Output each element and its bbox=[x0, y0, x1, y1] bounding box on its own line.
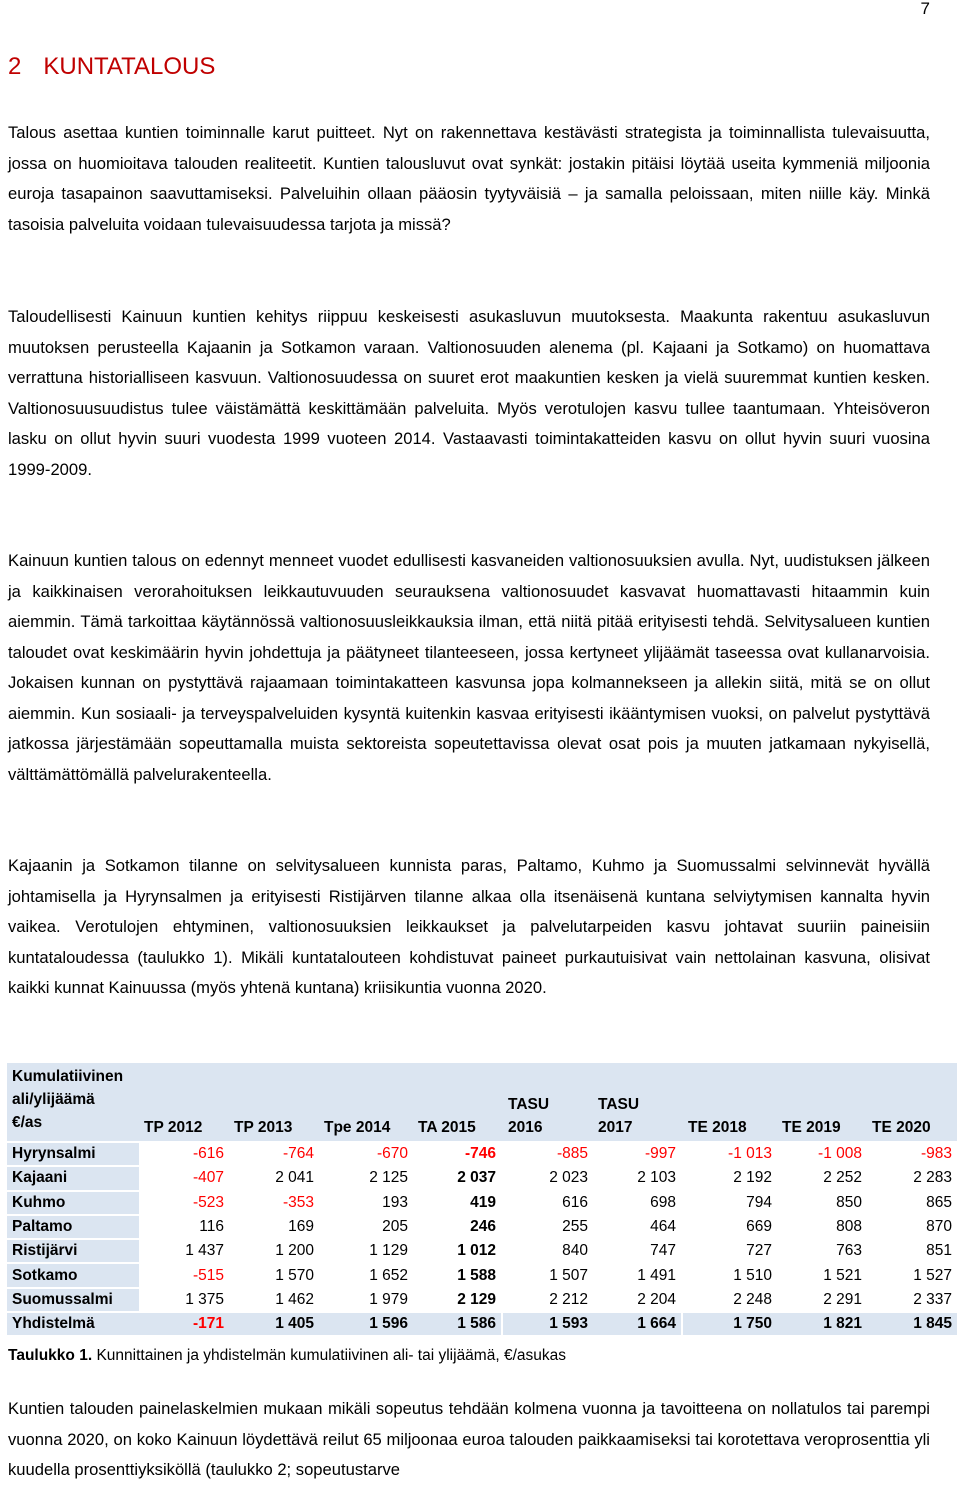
table-cell: 840 bbox=[503, 1240, 593, 1264]
municipality-name: Yhdistelmä bbox=[7, 1313, 139, 1337]
table-row bbox=[7, 1216, 957, 1240]
table-cell: 2 212 bbox=[503, 1289, 593, 1313]
table-cell: -1 013 bbox=[683, 1143, 777, 1167]
column-header-line2: 2017 bbox=[598, 1119, 633, 1136]
column-header-line2: TE 2020 bbox=[872, 1119, 931, 1136]
table-cell: 1 527 bbox=[867, 1264, 957, 1288]
column-header-line2: Tpe 2014 bbox=[324, 1119, 391, 1136]
section-number: 2 bbox=[8, 53, 22, 80]
column-header bbox=[777, 1063, 867, 1143]
corner-line: Kumulatiivinen bbox=[12, 1068, 124, 1085]
table-cell: 1 652 bbox=[319, 1264, 413, 1288]
table-cell: 2 252 bbox=[777, 1167, 867, 1191]
column-header-line1: TASU bbox=[508, 1096, 550, 1113]
table-cell: 1 586 bbox=[413, 1313, 503, 1337]
table-cell: 2 125 bbox=[319, 1167, 413, 1191]
paragraph-intro: Talous asettaa kuntien toiminnalle karut puitteet. Nyt on rakennettava kestävästi strategista ja toiminnallista tulevaisuutta, jossa on huomioitava talouden realiteetit. Kuntien talousluvut ovat synkät: jostakin pitäisi löytää useita kymmeniä miljoonia euroja tasapainon saavuttamiseksi. Palveluihin ollaan pääosin tyytyväisiä – ja samalla peloissaan, miten niille käy. Minkä tasoisia palveluita voidaan tulevaisuudessa tarjota ja missä? bbox=[8, 123, 930, 234]
table-cell: 2 283 bbox=[867, 1167, 957, 1191]
table-row bbox=[7, 1192, 957, 1216]
table-row bbox=[7, 1264, 957, 1288]
section-heading bbox=[8, 51, 215, 83]
table-header-row bbox=[7, 1063, 957, 1143]
table-cell: 1 375 bbox=[139, 1289, 229, 1313]
municipality-name: Suomussalmi bbox=[7, 1289, 139, 1313]
table-caption bbox=[8, 1346, 566, 1366]
table-row bbox=[7, 1313, 957, 1337]
table-cell: -885 bbox=[503, 1143, 593, 1167]
table-cell: 246 bbox=[413, 1216, 503, 1240]
table-cell: -515 bbox=[139, 1264, 229, 1288]
table-row bbox=[7, 1167, 957, 1191]
column-header-line1: TASU bbox=[598, 1096, 640, 1113]
table-cell: 865 bbox=[867, 1192, 957, 1216]
column-header-line1 bbox=[688, 1093, 772, 1116]
table-cell: -1 008 bbox=[777, 1143, 867, 1167]
table-cell: 794 bbox=[683, 1192, 777, 1216]
column-header-line1 bbox=[324, 1093, 408, 1116]
table-cell: 1 012 bbox=[413, 1240, 503, 1264]
section-title: KUNTATALOUS bbox=[43, 53, 216, 80]
table-body bbox=[7, 1143, 957, 1337]
corner-line: ali/ylijäämä bbox=[12, 1091, 95, 1108]
table-cell: 763 bbox=[777, 1240, 867, 1264]
table-cell: -616 bbox=[139, 1143, 229, 1167]
table-cell: 1 521 bbox=[777, 1264, 867, 1288]
table-cell: -523 bbox=[139, 1192, 229, 1216]
table-cell: 1 593 bbox=[503, 1313, 593, 1337]
table-row bbox=[7, 1240, 957, 1264]
table-cell: 747 bbox=[593, 1240, 683, 1264]
column-header-line2: TP 2012 bbox=[144, 1119, 203, 1136]
column-header bbox=[139, 1063, 229, 1143]
table-cell: 1 750 bbox=[683, 1313, 777, 1337]
column-header-line2: TE 2019 bbox=[782, 1119, 841, 1136]
table-cell: 2 248 bbox=[683, 1289, 777, 1313]
municipality-name: Paltamo bbox=[7, 1216, 139, 1240]
table-cell: 1 596 bbox=[319, 1313, 413, 1337]
table-cell: 1 664 bbox=[593, 1313, 683, 1337]
table-cell: 698 bbox=[593, 1192, 683, 1216]
table-cell: 1 821 bbox=[777, 1313, 867, 1337]
table-cell: 1 491 bbox=[593, 1264, 683, 1288]
table-cell: 1 588 bbox=[413, 1264, 503, 1288]
table-cell: 1 437 bbox=[139, 1240, 229, 1264]
table-cell: 616 bbox=[503, 1192, 593, 1216]
table-cell: 851 bbox=[867, 1240, 957, 1264]
column-header-line1 bbox=[418, 1093, 498, 1116]
table-cell: -353 bbox=[229, 1192, 319, 1216]
municipality-name: Hyrynsalmi bbox=[7, 1143, 139, 1167]
table-cell: 1 570 bbox=[229, 1264, 319, 1288]
municipality-name: Ristijärvi bbox=[7, 1240, 139, 1264]
table-cell: 2 041 bbox=[229, 1167, 319, 1191]
column-header bbox=[593, 1063, 683, 1143]
municipality-name: Sotkamo bbox=[7, 1264, 139, 1288]
table-cell: 808 bbox=[777, 1216, 867, 1240]
column-header-line1 bbox=[144, 1093, 224, 1116]
column-header bbox=[319, 1063, 413, 1143]
table-cell: -171 bbox=[139, 1313, 229, 1337]
table-cell: -746 bbox=[413, 1143, 503, 1167]
table-cell: 2 103 bbox=[593, 1167, 683, 1191]
table-cell: 1 200 bbox=[229, 1240, 319, 1264]
column-header bbox=[229, 1063, 319, 1143]
column-header-line1 bbox=[234, 1093, 314, 1116]
page-number: 7 bbox=[920, 0, 930, 18]
table-cell: -670 bbox=[319, 1143, 413, 1167]
table-cell: -997 bbox=[593, 1143, 683, 1167]
column-header-line2: TE 2018 bbox=[688, 1119, 747, 1136]
paragraph-state-subsidies: Kainuun kuntien talous on edennyt menneet vuodet edullisesti kasvaneiden valtionosuuksien avulla. Nyt, uudistuksen jälkeen ja kaikkinaisen verorahoituksen leikkautuvuuden seurauksena valtionosuudet kasvavat huomattavasti hitaammin kuin aiemmin. Tämä tarkoittaa käytännössä valtionosuusleikkauksia ilman, että niitä pitää erityisesti tehdä. Selvitysalueen kuntien taloudet ovat keskimäärin hyvin johdettuja ja päätyneet tilanteeseen, jossa kertyneet ylijäämät taseessa ovat kullanarvoisia. Jokaisen kunnan on pystyttävä rajaamaan toimintakatteen kasvunsa jopa kolmannekseen ja allekin siitä, mitä se on ollut aiemmin. Kun sosiaali- ja terveyspalveluiden kysyntä kuitenkin kasvaa erityisesti ikääntymisen vuoksi, on palvelut pystyttävä jatkossa järjestämään sopeuttamalla muista sektoreista sopeutettavissa olevat osat pois ja muuten jatkamaan nykyisellä, välttämättömällä palvelurakenteella. bbox=[8, 551, 930, 784]
table-cell: 419 bbox=[413, 1192, 503, 1216]
paragraph-development: Taloudellisesti Kainuun kuntien kehitys riippuu keskeisesti asukasluvun muutoksesta. Maakunta rakentuu asukasluvun muutoksen perusteella Kajaanin ja Sotkamon varaan. Valtionosuuden alenema (pl. Kajaani ja Sotkamo) on huomattava verrattuna historialliseen kasvuun. Valtionosuudessa on suuret erot maakuntien kesken ja vielä suuremmat kuntien kesken. Valtionosuusuudistus tulee väistämättä keskittämään palveluita. Myös verotulojen kasvu tullee taantumaan. Yhteisöveron lasku on ollut hyvin suuri vuodesta 1999 vuoteen 2014. Vastaavasti toimintakatteiden kasvu on ollut hyvin suuri vuosina 1999-2009. bbox=[8, 307, 930, 479]
table-corner-header bbox=[7, 1063, 139, 1143]
table-cell: 870 bbox=[867, 1216, 957, 1240]
corner-line: €/as bbox=[12, 1114, 43, 1131]
column-header-line1 bbox=[782, 1093, 862, 1116]
column-header-line2: TP 2013 bbox=[234, 1119, 293, 1136]
caption-label: Taulukko 1. bbox=[8, 1347, 93, 1364]
table-cell: 1 129 bbox=[319, 1240, 413, 1264]
table-cell: -407 bbox=[139, 1167, 229, 1191]
column-header bbox=[503, 1063, 593, 1143]
column-header-line2: 2016 bbox=[508, 1119, 543, 1136]
column-header bbox=[413, 1063, 503, 1143]
table-cell: 1 507 bbox=[503, 1264, 593, 1288]
table-cell: 205 bbox=[319, 1216, 413, 1240]
column-header-line1 bbox=[872, 1093, 952, 1116]
column-header-line2: TA 2015 bbox=[418, 1119, 476, 1136]
table-cell: 255 bbox=[503, 1216, 593, 1240]
table-cell: 1 510 bbox=[683, 1264, 777, 1288]
table-cell: 2 291 bbox=[777, 1289, 867, 1313]
table-cell: 850 bbox=[777, 1192, 867, 1216]
table-cell: 669 bbox=[683, 1216, 777, 1240]
table-cell: 1 462 bbox=[229, 1289, 319, 1313]
paragraph-municipal-situation: Kajaanin ja Sotkamon tilanne on selvitysalueen kunnista paras, Paltamo, Kuhmo ja Suomussalmi selvinnevät hyvällä johtamisella ja Hyrynsalmen ja erityisesti Ristijärven tilanne alkaa olla itsenäisenä kuntana selviytymisen kannalta hyvin vaikea. Verotulojen ehtyminen, valtionosuuksien leikkaukset ja palvelutarpeiden kasvu johtavat suuriin paineisiin kuntataloudessa (taulukko 1). Mikäli kuntatalouteen kohdistuvat paineet purkautuisivat vain nettolainan kasvuna, olisivat kaikki kunnat Kainuussa (myös yhtenä kuntana) kriisikuntia vuonna 2020. bbox=[8, 856, 930, 997]
table-cell: 169 bbox=[229, 1216, 319, 1240]
table-cell: 1 845 bbox=[867, 1313, 957, 1337]
table-cell: -983 bbox=[867, 1143, 957, 1167]
table-cell: 2 204 bbox=[593, 1289, 683, 1313]
municipality-name: Kuhmo bbox=[7, 1192, 139, 1216]
table-cell: -764 bbox=[229, 1143, 319, 1167]
table-container bbox=[7, 1063, 957, 1337]
municipality-name: Kajaani bbox=[7, 1167, 139, 1191]
table-cell: 2 192 bbox=[683, 1167, 777, 1191]
table-cell: 1 405 bbox=[229, 1313, 319, 1337]
caption-text: Kunnittainen ja yhdistelmän kumulatiivinen ali- tai ylijäämä, €/asukas bbox=[96, 1347, 566, 1364]
surplus-table bbox=[7, 1063, 957, 1337]
table-cell: 727 bbox=[683, 1240, 777, 1264]
table-row bbox=[7, 1289, 957, 1313]
table-row bbox=[7, 1143, 957, 1167]
table-cell: 2 037 bbox=[413, 1167, 503, 1191]
paragraph-pressure-calc: Kuntien talouden painelaskelmien mukaan mikäli sopeutus tehdään kolmena vuonna ja tavoitteena on nollatulos tai parempi vuonna 2020, on koko Kainuun löydettävä reilut 65 miljoonaa euroa talouden paikkaamiseksi tai korotettava veroprosenttia yli kuudella prosenttiyksiköllä (taulukko 2; sopeutustarve bbox=[8, 1399, 930, 1479]
table-cell: 1 979 bbox=[319, 1289, 413, 1313]
column-header bbox=[867, 1063, 957, 1143]
table-cell: 193 bbox=[319, 1192, 413, 1216]
table-cell: 464 bbox=[593, 1216, 683, 1240]
column-header bbox=[683, 1063, 777, 1143]
table-cell: 116 bbox=[139, 1216, 229, 1240]
table-cell: 2 337 bbox=[867, 1289, 957, 1313]
table-cell: 2 023 bbox=[503, 1167, 593, 1191]
table-cell: 2 129 bbox=[413, 1289, 503, 1313]
